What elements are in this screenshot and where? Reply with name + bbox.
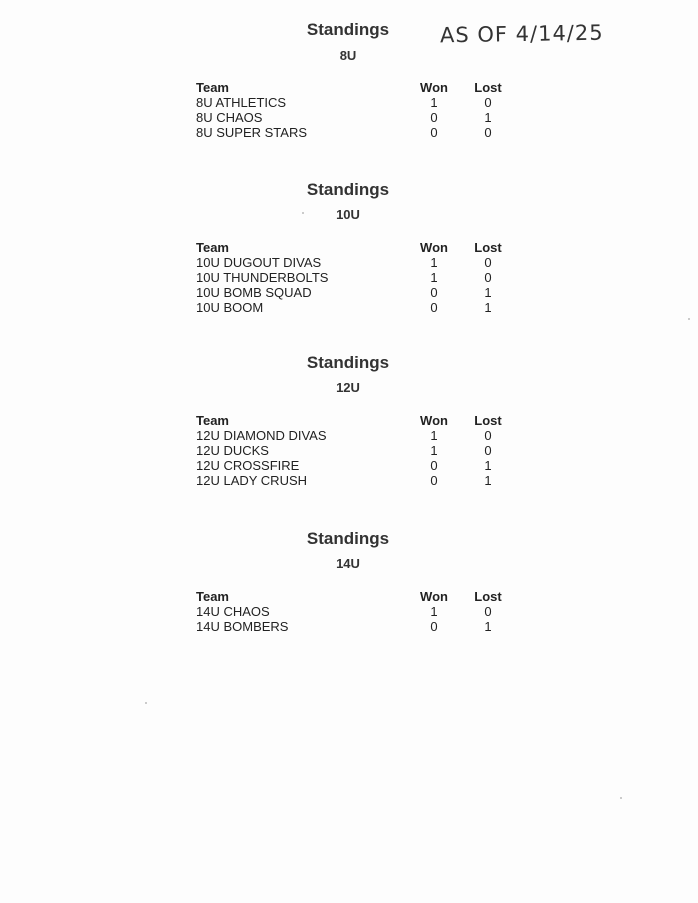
won-value: 1: [430, 270, 438, 285]
won-column-header: Won: [420, 240, 448, 255]
table-row: [196, 604, 516, 619]
team-name: 10U THUNDERBOLTS: [196, 270, 329, 285]
lost-value: 1: [484, 619, 492, 634]
team-name: 10U BOMB SQUAD: [196, 285, 312, 300]
won-value: 0: [430, 110, 438, 125]
lost-column-header: Lost: [474, 413, 502, 428]
team-name: 12U DIAMOND DIVAS: [196, 428, 327, 443]
team-name: 14U CHAOS: [196, 604, 270, 619]
won-value: 1: [430, 255, 438, 270]
won-value: 0: [430, 458, 438, 473]
table-header: [196, 80, 516, 95]
table-row: [196, 300, 516, 315]
section-title: Standings: [306, 20, 390, 39]
lost-value: 0: [484, 95, 492, 110]
won-value: 0: [430, 300, 438, 315]
won-column-header: Won: [420, 80, 448, 95]
lost-value: 1: [484, 110, 492, 125]
division-label: 8U: [339, 48, 357, 63]
team-name: 8U ATHLETICS: [196, 95, 287, 110]
section-title: Standings: [306, 529, 390, 548]
team-column-header: Team: [196, 80, 229, 95]
team-column-header: Team: [196, 240, 229, 255]
won-column-header: Won: [420, 589, 448, 604]
scan-speck: [302, 212, 304, 214]
lost-column-header: Lost: [474, 589, 502, 604]
won-value: 1: [430, 443, 438, 458]
table-row: [196, 428, 516, 443]
won-value: 0: [430, 619, 438, 634]
won-value: 1: [430, 428, 438, 443]
table-row: [196, 95, 516, 110]
team-column-header: Team: [196, 413, 229, 428]
table-row: [196, 270, 516, 285]
won-column-header: Won: [420, 413, 448, 428]
team-column-header: Team: [196, 589, 229, 604]
lost-value: 1: [484, 300, 492, 315]
lost-column-header: Lost: [474, 240, 502, 255]
scan-speck: [620, 797, 622, 799]
table-header: [196, 240, 516, 255]
table-row: [196, 285, 516, 300]
lost-value: 0: [484, 428, 492, 443]
won-value: 0: [430, 125, 438, 140]
won-value: 0: [430, 285, 438, 300]
table-row: [196, 473, 516, 488]
division-label: 14U: [336, 556, 360, 571]
won-value: 1: [430, 604, 438, 619]
won-value: 1: [430, 95, 438, 110]
team-name: 8U SUPER STARS: [196, 125, 308, 140]
lost-value: 0: [484, 270, 492, 285]
table-row: [196, 458, 516, 473]
lost-value: 0: [484, 255, 492, 270]
lost-column-header: Lost: [474, 80, 502, 95]
table-row: [196, 110, 516, 125]
team-name: 12U CROSSFIRE: [196, 458, 300, 473]
division-label: 12U: [336, 380, 360, 395]
table-row: [196, 255, 516, 270]
section-title: Standings: [306, 353, 390, 372]
team-name: 12U LADY CRUSH: [196, 473, 308, 488]
handwritten-date-note: AS OF 4/14/25: [439, 20, 604, 48]
team-name: 14U BOMBERS: [196, 619, 289, 634]
table-row: [196, 443, 516, 458]
table-header: [196, 589, 516, 604]
team-name: 12U DUCKS: [196, 443, 269, 458]
lost-value: 1: [484, 473, 492, 488]
section-title: Standings: [306, 180, 390, 199]
lost-value: 0: [484, 604, 492, 619]
team-name: 8U CHAOS: [196, 110, 263, 125]
lost-value: 1: [484, 285, 492, 300]
table-row: [196, 619, 516, 634]
scan-speck: [145, 702, 147, 704]
table-header: [196, 413, 516, 428]
team-name: 10U BOOM: [196, 300, 264, 315]
lost-value: 0: [484, 443, 492, 458]
lost-value: 0: [484, 125, 492, 140]
won-value: 0: [430, 473, 438, 488]
division-label: 10U: [336, 207, 360, 222]
lost-value: 1: [484, 458, 492, 473]
team-name: 10U DUGOUT DIVAS: [196, 255, 322, 270]
scan-speck: [688, 318, 690, 320]
table-row: [196, 125, 516, 140]
